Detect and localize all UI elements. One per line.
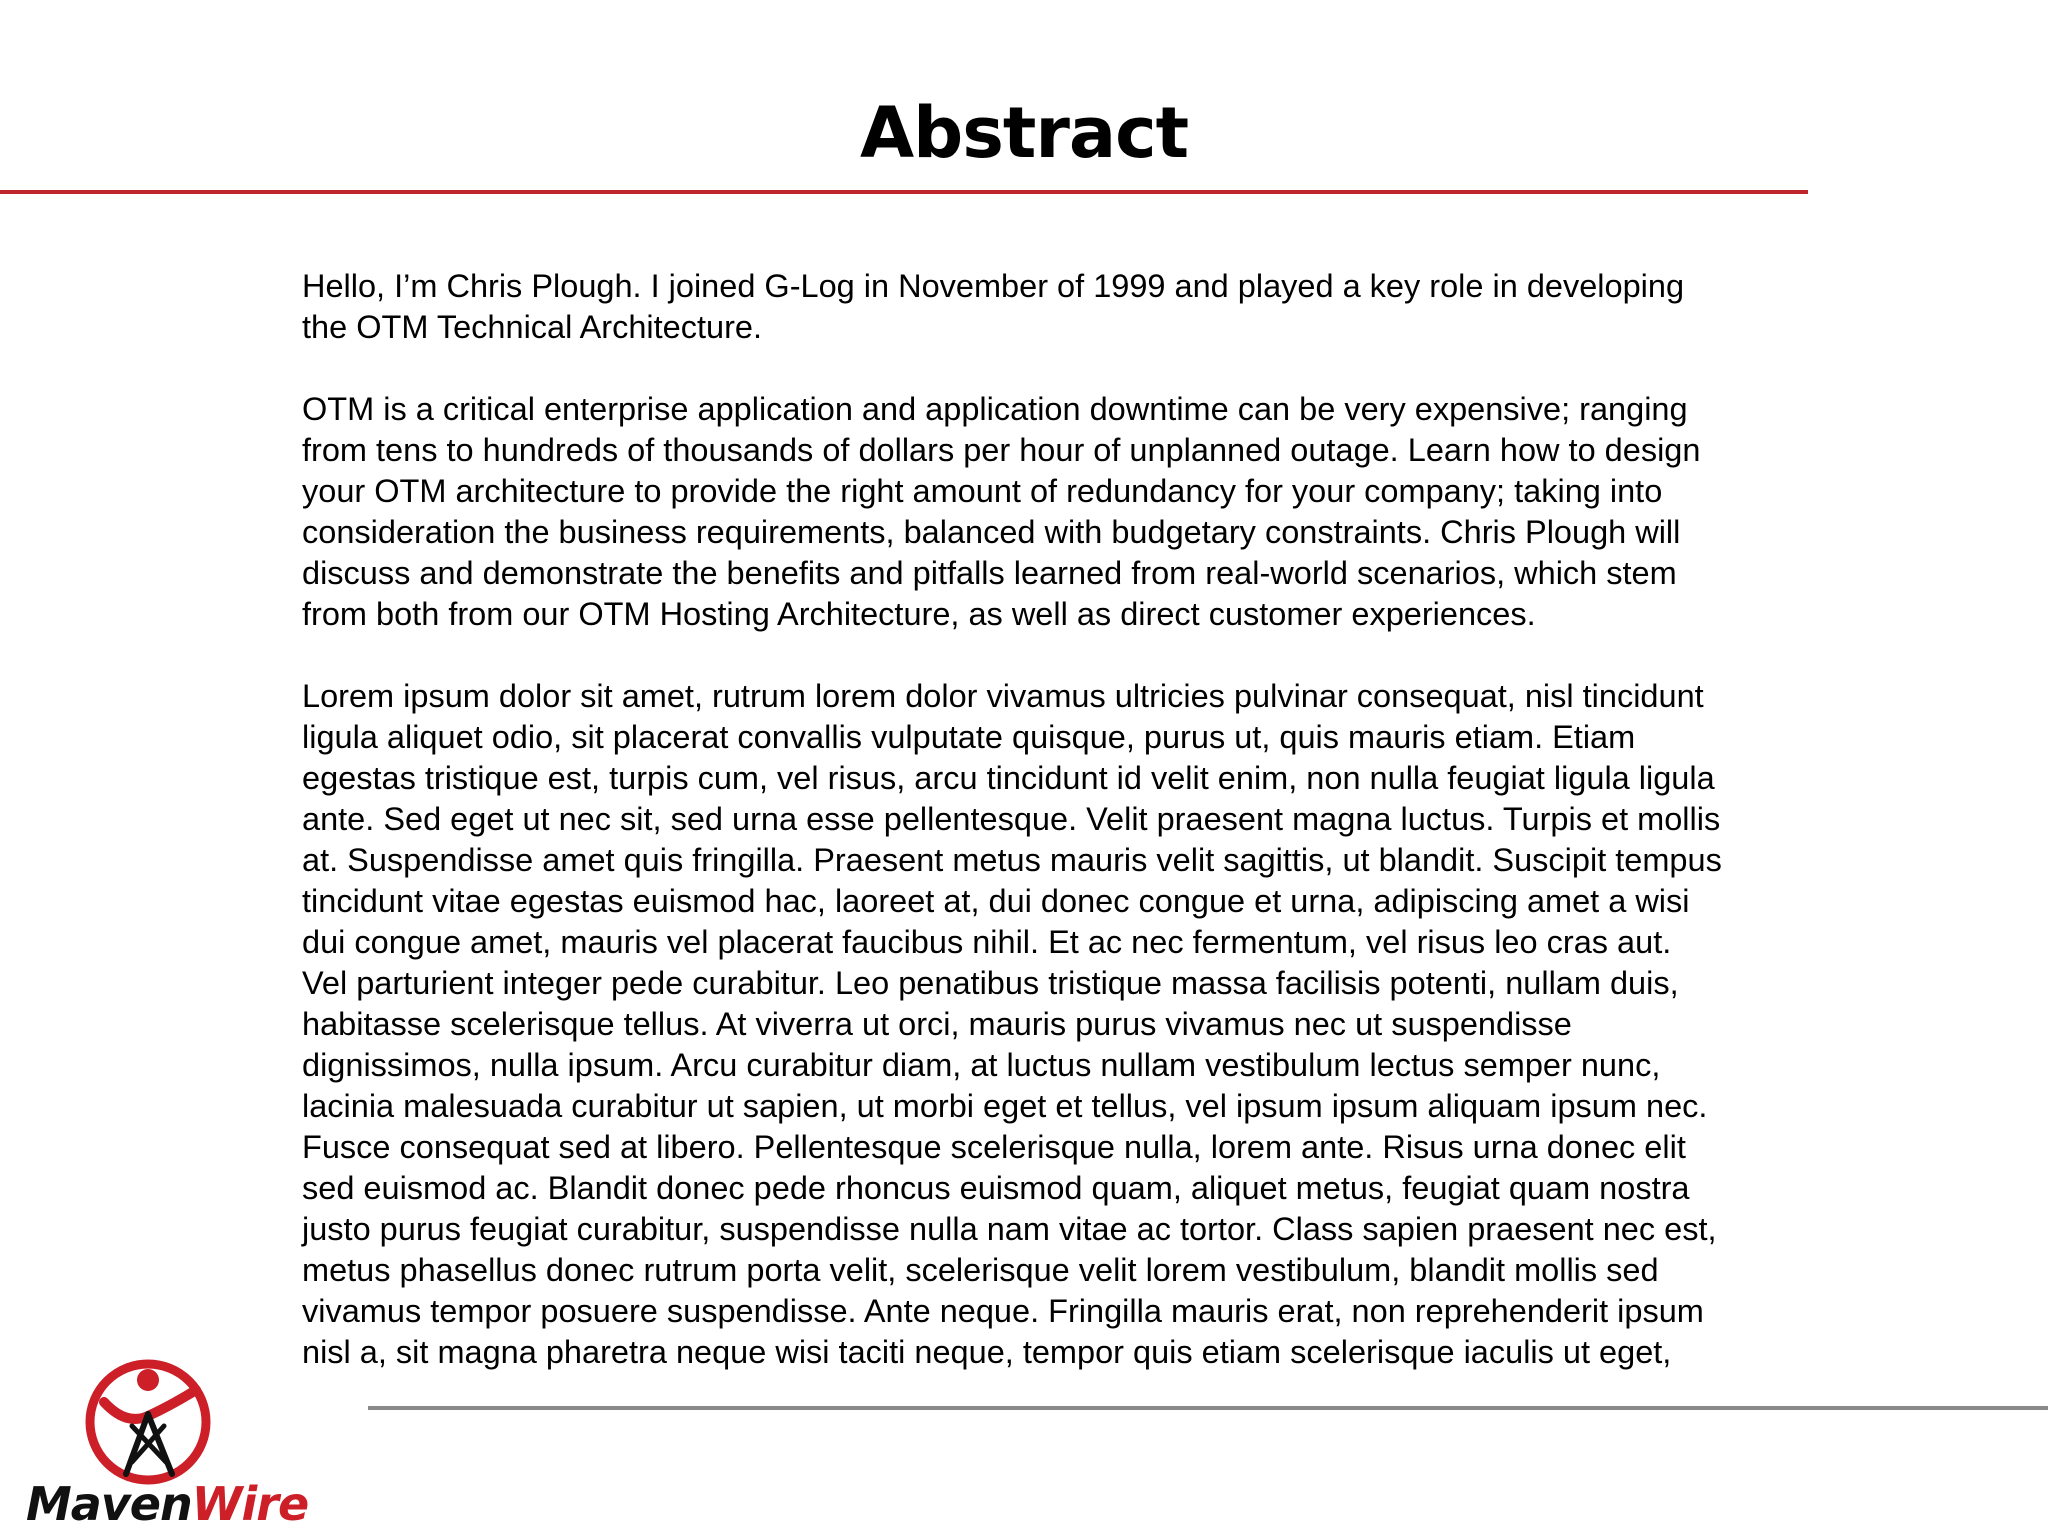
footer-divider	[368, 1406, 2048, 1410]
logo-word-maven: Maven	[26, 1477, 192, 1531]
title-divider	[0, 190, 1808, 194]
logo-wordmark	[26, 1476, 308, 1532]
logo-word-wire: Wire	[191, 1477, 309, 1531]
slide-title: Abstract	[859, 92, 1189, 174]
filler-paragraph: Lorem ipsum dolor sit amet, rutrum lorem dolor vivamus ultricies pulvinar consequat, nisl tincidunt ligula aliquet odio, sit placerat convallis vulputate quisque, purus ut, quis mauris etiam. Etiam egestas tristique est, turpis cum, vel risus, arcu tincidunt id velit enim, non nulla feugiat ligula ligula ante. Sed eget ut nec sit, sed urna esse pellentesque. Velit praesent magna luctus. Turpis et mollis at. Suspendisse amet quis fringilla. Praesent metus mauris velit sagittis, ut blandit. Suscipit tempus tincidunt vitae egestas euismod hac, laoreet at, dui donec congue et urna, adipiscing amet a wisi dui congue amet, mauris vel placerat faucibus nihil. Et ac nec fermentum, vel risus leo cras aut. Vel parturient integer pede curabitur. Leo penatibus tristique massa facilisis potenti, nullam duis, habitasse scelerisque tellus. At viverra ut orci, mauris purus vivamus nec ut suspendisse dignissimos, nulla ipsum. Arcu curabitur diam, at luctus nullam vestibulum lectus semper nunc, lacinia malesuada curabitur ut sapien, ut morbi eget et tellus, vel ipsum ipsum aliquam ipsum nec. Fusce consequat sed at libero. Pellentesque scelerisque nulla, lorem ante. Risus urna donec elit sed euismod ac. Blandit donec pede rhoncus euismod quam, aliquet metus, feugiat quam nostra justo purus feugiat curabitur, suspendisse nulla nam vitae ac tortor. Class sapien praesent nec est, metus phasellus donec rutrum porta velit, scelerisque velit lorem vestibulum, blandit mollis sed vivamus tempor posuere suspendisse. Ante neque. Fringilla mauris erat, non reprehenderit ipsum nisl a, sit magna pharetra neque wisi taciti neque, tempor quis etiam scelerisque iaculis ut eget,	[302, 678, 1722, 1370]
description-paragraph: OTM is a critical enterprise application and application downtime can be very expensive; ranging from tens to hundreds of thousands of dollars per hour of unplanned outage. Learn how to design your OTM architecture to provide the right amount of redundancy for your company; taking into consideration the business requirements, balanced with budgetary constraints. Chris Plough will discuss and demonstrate the benefits and pitfalls learned from real-world scenarios, which stem from both from our OTM Hosting Architecture, as well as direct customer experiences.	[302, 391, 1701, 632]
intro-paragraph: Hello, I’m Chris Plough. I joined G-Log in November of 1999 and played a key role in developing the OTM Technical Architecture.	[302, 268, 1685, 345]
person-in-circle-icon	[56, 1356, 216, 1496]
mavenwire-logo	[26, 1356, 316, 1531]
abstract-body	[302, 266, 1822, 1373]
